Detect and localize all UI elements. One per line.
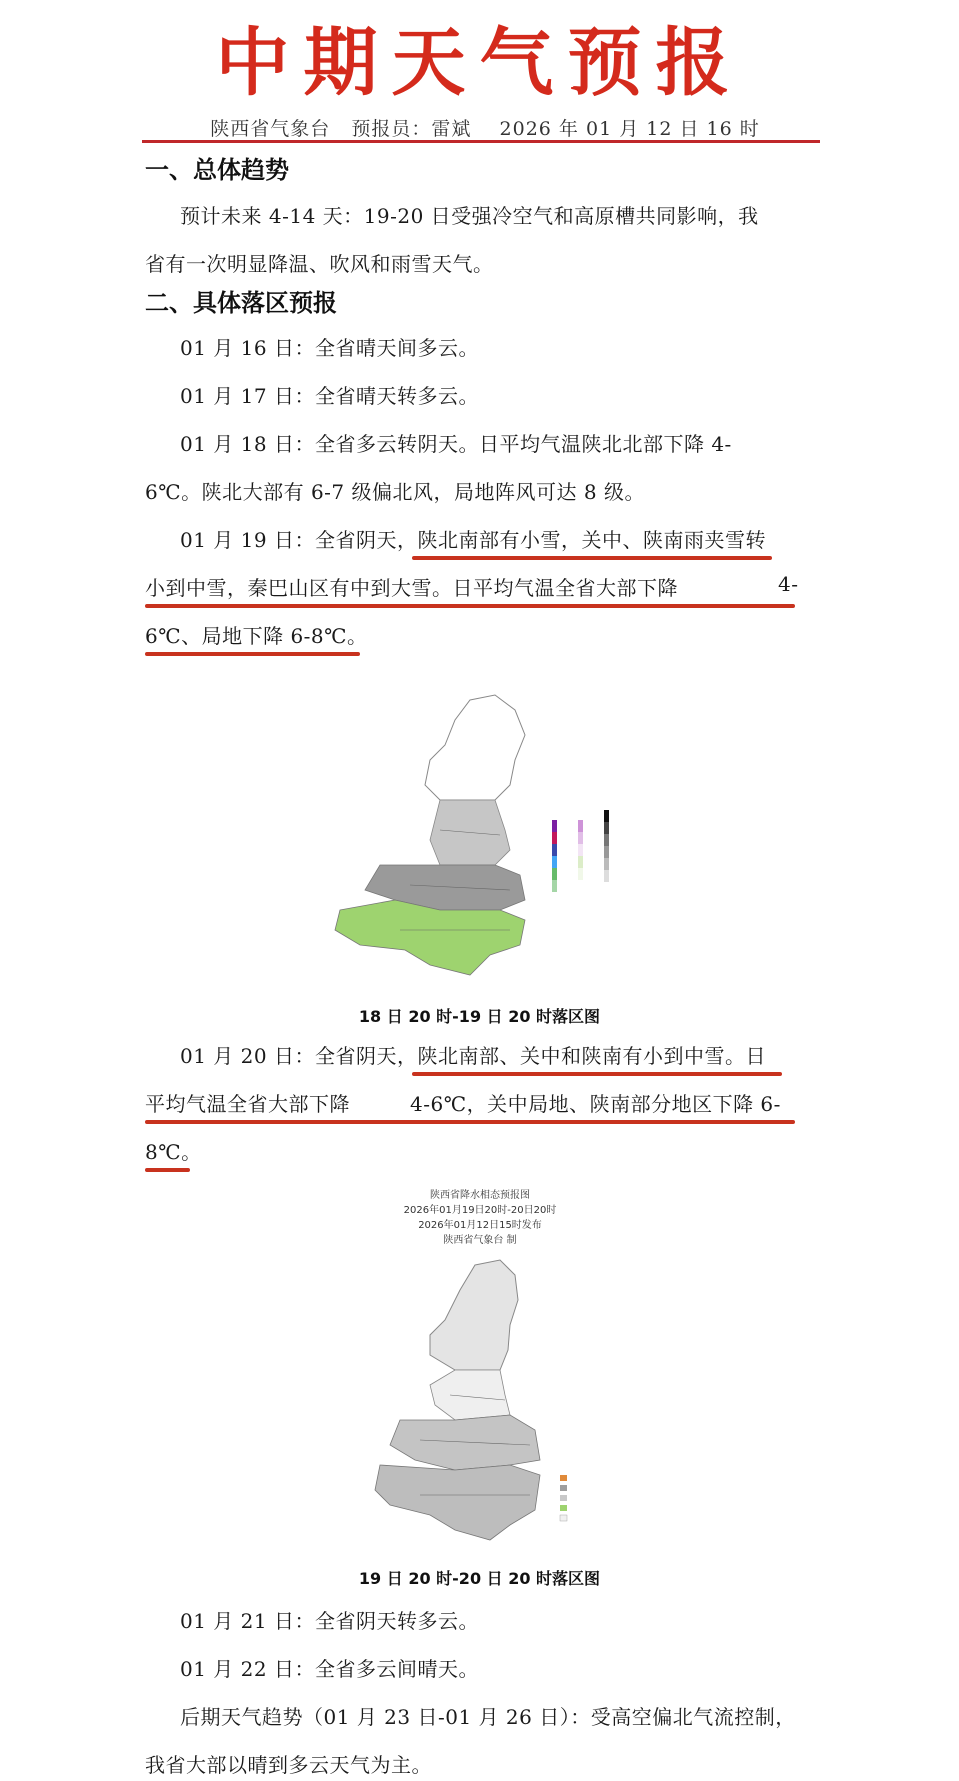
section-heading-overall: 一、总体趋势 [145,156,289,184]
forecast-day-22: 01 月 22 日：全省多云间晴天。 [180,1657,479,1681]
highlight-underline [145,1168,190,1172]
highlight-underline [145,1120,795,1124]
map-2-issued: 2026年01月12日15时发布 [418,1220,542,1231]
forecast-day-20-line-2b: 4-6℃，关中局地、陕南部分地区下降 6- [410,1092,781,1116]
forecast-day-19-line-2b: 4- [778,572,799,596]
precipitation-map-2 [360,1255,620,1545]
later-trend-line-1: 后期天气趋势（01 月 23 日-01 月 26 日）：受高空偏北气流控制， [180,1705,796,1729]
highlight-underline [145,604,795,608]
overall-text-line-1: 预计未来 4-14 天：19-20 日受强冷空气和高原槽共同影响，我 [180,204,759,228]
forecast-day-18-line-1: 01 月 18 日：全省多云转阴天。日平均气温陕北北部下降 4- [180,432,732,456]
forecast-day-20-line-2a: 平均气温全省大部下降 [145,1092,350,1116]
map-legend [560,1475,567,1521]
highlight-underline [412,556,772,560]
forecast-day-19-line-3: 6℃、局地下降 6-8℃。 [145,624,368,648]
forecast-day-21: 01 月 21 日：全省阴天转多云。 [180,1609,479,1633]
map-2-title: 陕西省降水相态预报图 [430,1190,530,1201]
map-2-caption: 19 日 20 时-20 日 20 时落区图 [358,1569,601,1588]
forecast-day-16: 01 月 16 日：全省晴天间多云。 [180,336,479,360]
forecast-day-19-line-1: 01 月 19 日：全省阴天，陕北南部有小雪，关中、陕南雨夹雪转 [180,528,766,552]
map-2-period: 2026年01月19日20时-20日20时 [403,1205,557,1216]
issuer-line: 陕西省气象台 预报员：雷斌 2026 年 01 月 12 日 16 时 [210,118,760,140]
precipitation-map-1 [320,690,620,980]
highlight-underline [412,1072,782,1076]
map-2-producer: 陕西省气象台 制 [443,1235,517,1246]
forecast-day-17: 01 月 17 日：全省晴天转多云。 [180,384,479,408]
forecast-day-20-line-3: 8℃。 [145,1140,202,1164]
later-trend-line-2: 我省大部以晴到多云天气为主。 [145,1753,432,1777]
document-title: 中期天气预报 [215,20,744,106]
forecast-day-18-line-2: 6℃。陕北大部有 6-7 级偏北风，局地阵风可达 8 级。 [145,480,645,504]
overall-text-line-2: 省有一次明显降温、吹风和雨雪天气。 [145,252,494,276]
forecast-day-19-line-2a: 小到中雪，秦巴山区有中到大雪。日平均气温全省大部下降 [145,576,678,600]
forecast-day-20-line-1: 01 月 20 日：全省阴天，陕北南部、关中和陕南有小到中雪。日 [180,1044,766,1068]
map-1-caption: 18 日 20 时-19 日 20 时落区图 [358,1007,601,1026]
map-legend [552,810,609,892]
map-2-header [330,1188,630,1248]
section-heading-detail: 二、具体落区预报 [145,289,337,317]
highlight-underline [145,652,360,656]
title-divider [142,140,820,143]
